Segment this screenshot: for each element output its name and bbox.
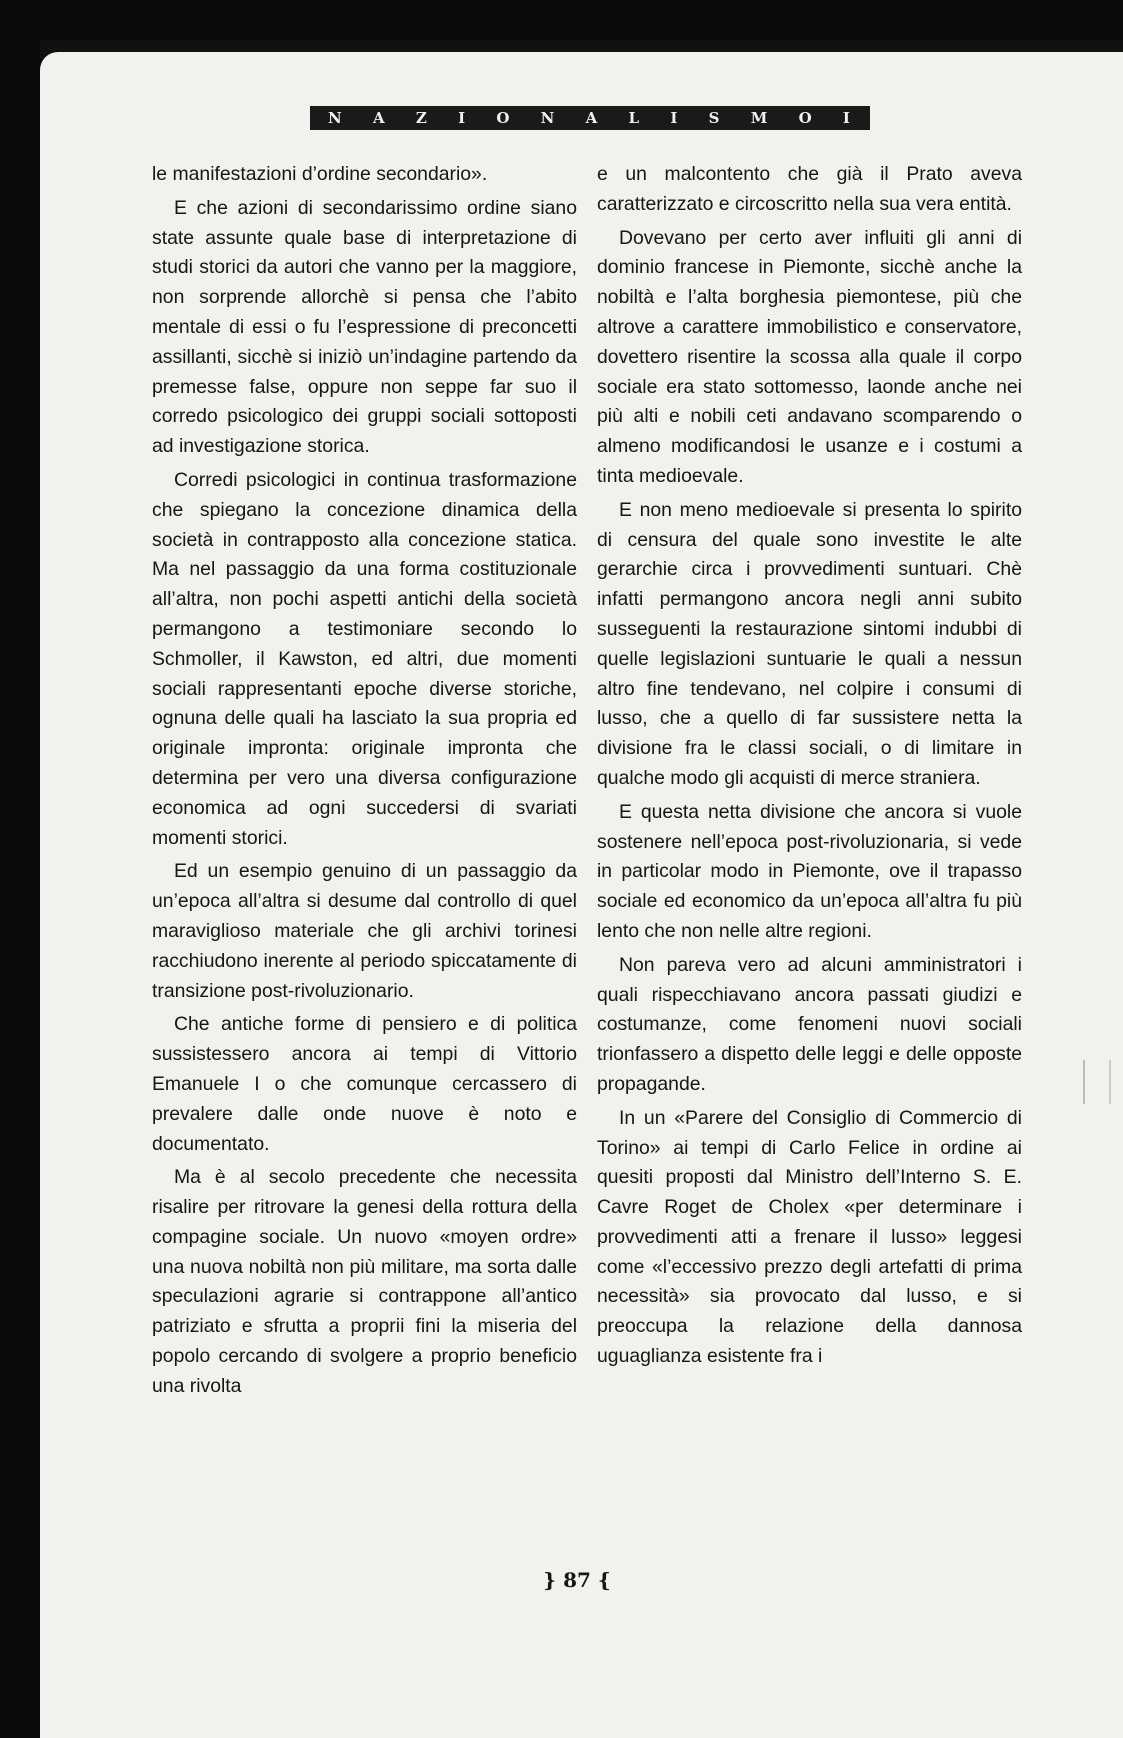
header-letter: N xyxy=(328,109,344,127)
paragraph: Dovevano per certo aver influiti gli anni di dominio francese in Piemonte, sicchè anche la nobiltà e l’alta borghesia piemontese, più che altrove a carattere immobilistico e conservatore, dovettero risentire la scossa alla quale il corpo sociale era stato sottomesso, laonde anche nei più alti e nobili ceti andavano scomparendo o almeno modificandosi le usanze e i costumi a tinta medioevale. xyxy=(597,226,1022,487)
header-letter: I xyxy=(842,109,852,127)
header-letter: M xyxy=(750,109,770,127)
header-letter: S xyxy=(708,109,722,127)
left-column xyxy=(152,160,577,1402)
paragraph: Ed un esempio genuino di un passaggio da un’epoca all’altra si desume dal controllo di quel maraviglioso materiale che gli archivi torinesi racchiudono inerente al periodo spiccatamente di transizione post-rivoluzionario. xyxy=(152,860,577,1002)
page-number: } 87 { xyxy=(543,1568,611,1592)
paragraph: E che azioni di secondarissimo ordine siano state assunte quale base di interpretazione di studi storici da autori che vanno per la maggiore, non sorprende allorchè si pensa che l’abito mentale di essi o fu l’espressione di preconcetti assillanti, sicchè si iniziò un’indagine partendo da premesse false, oppure non seppe far suo il corredo psicologico dei gruppi sociali sottoposti ad investigazione storica. xyxy=(152,196,577,458)
paragraph: Che antiche forme di pensiero e di politica sussistessero ancora ai tempi di Vittorio Emanuele I o che comunque cercassero di prevalere dalle onde nuove è noto e documentato. xyxy=(152,1013,577,1155)
paragraph: Ma è al secolo precedente che necessita risalire per ritrovare la genesi della rottura della compagine sociale. Un nuovo «moyen ordre» una nuova nobiltà non più militare, ma sorta dalle speculazioni agrarie si contrappone all’antico patriziato e sfrutta a proprii fini la miseria del popolo cercando di svolgere a proprio beneficio una rivolta xyxy=(152,1166,577,1397)
header-letter: I xyxy=(458,109,468,127)
scan-edge-artifact xyxy=(1083,1060,1111,1104)
header-letter: A xyxy=(372,109,387,127)
running-header xyxy=(310,106,870,130)
header-letter: A xyxy=(585,109,600,127)
paragraph: e un malcontento che già il Prato aveva caratterizzato e circoscritto nella sua vera entità. xyxy=(597,163,1022,215)
paragraph: E questa netta divisione che ancora si vuole sostenere nell’epoca post-rivoluzionaria, si vede in particolar modo in Piemonte, ove il trapasso sociale ed economico da un’epoca all’altra fu più lento che non nelle altre regioni. xyxy=(597,800,1022,942)
paragraph: Corredi psicologici in continua trasformazione che spiegano la concezione dinamica della società in contrapposto alla concezione statica. Ma nel passaggio da una forma costituzionale all’altra, non pochi aspetti antichi della società permangono a testimoniare secondo lo Schmoller, il Kawston, ed altri, due momenti sociali rappresentanti epoche diverse storiche, ognuna delle quali ha lasciato la sua propria ed originale impronta: originale impronta che determina per vero una diversa configurazione economica ad ogni succedersi di svariati momenti storici. xyxy=(152,468,577,849)
paragraph: le manifestazioni d’ordine secondario». xyxy=(152,163,488,185)
right-column xyxy=(597,160,1022,1372)
paragraph: Non pareva vero ad alcuni amministratori i quali rispecchiavano ancora passati giudizi e costumanze, come fenomeni nuovi sociali trionfassero a dispetto delle leggi e delle opposte propagande. xyxy=(597,953,1022,1095)
header-letter: Z xyxy=(415,109,429,127)
header-letter: N xyxy=(540,109,557,127)
paragraph: In un «Parere del Consiglio di Commercio di Torino» ai tempi di Carlo Felice in ordine ai quesiti proposti dal Ministro dell’Interno S. E. Cavre Roget de Cholex «per determinare i provvedimenti atti a frenare il lusso» leggesi come «l’eccessivo prezzo degli artefatti di prima necessità» sia provocato dal lusso, e si preoccupa la relazione della dannosa uguaglianza esistente fra i xyxy=(597,1106,1022,1368)
header-letter: L xyxy=(628,109,642,127)
header-letter: O xyxy=(496,109,512,127)
paragraph: E non meno medioevale si presenta lo spirito di censura del quale sono investite le alte gerarchie circa i provvedimenti suntuari. Chè infatti permangono ancora negli anni subito susseguenti la restaurazione sintomi indubbi di quelle legislazioni suntuarie le quali a nessun altro fine tendevano, nel colpire i consumi di lusso, che a quello di far sussistere netta la divisione fra le classi sociali, o di limitare in qualche modo gli acquisti di merce straniera. xyxy=(597,498,1022,789)
header-letter: I xyxy=(670,109,680,127)
header-letter: O xyxy=(798,109,814,127)
